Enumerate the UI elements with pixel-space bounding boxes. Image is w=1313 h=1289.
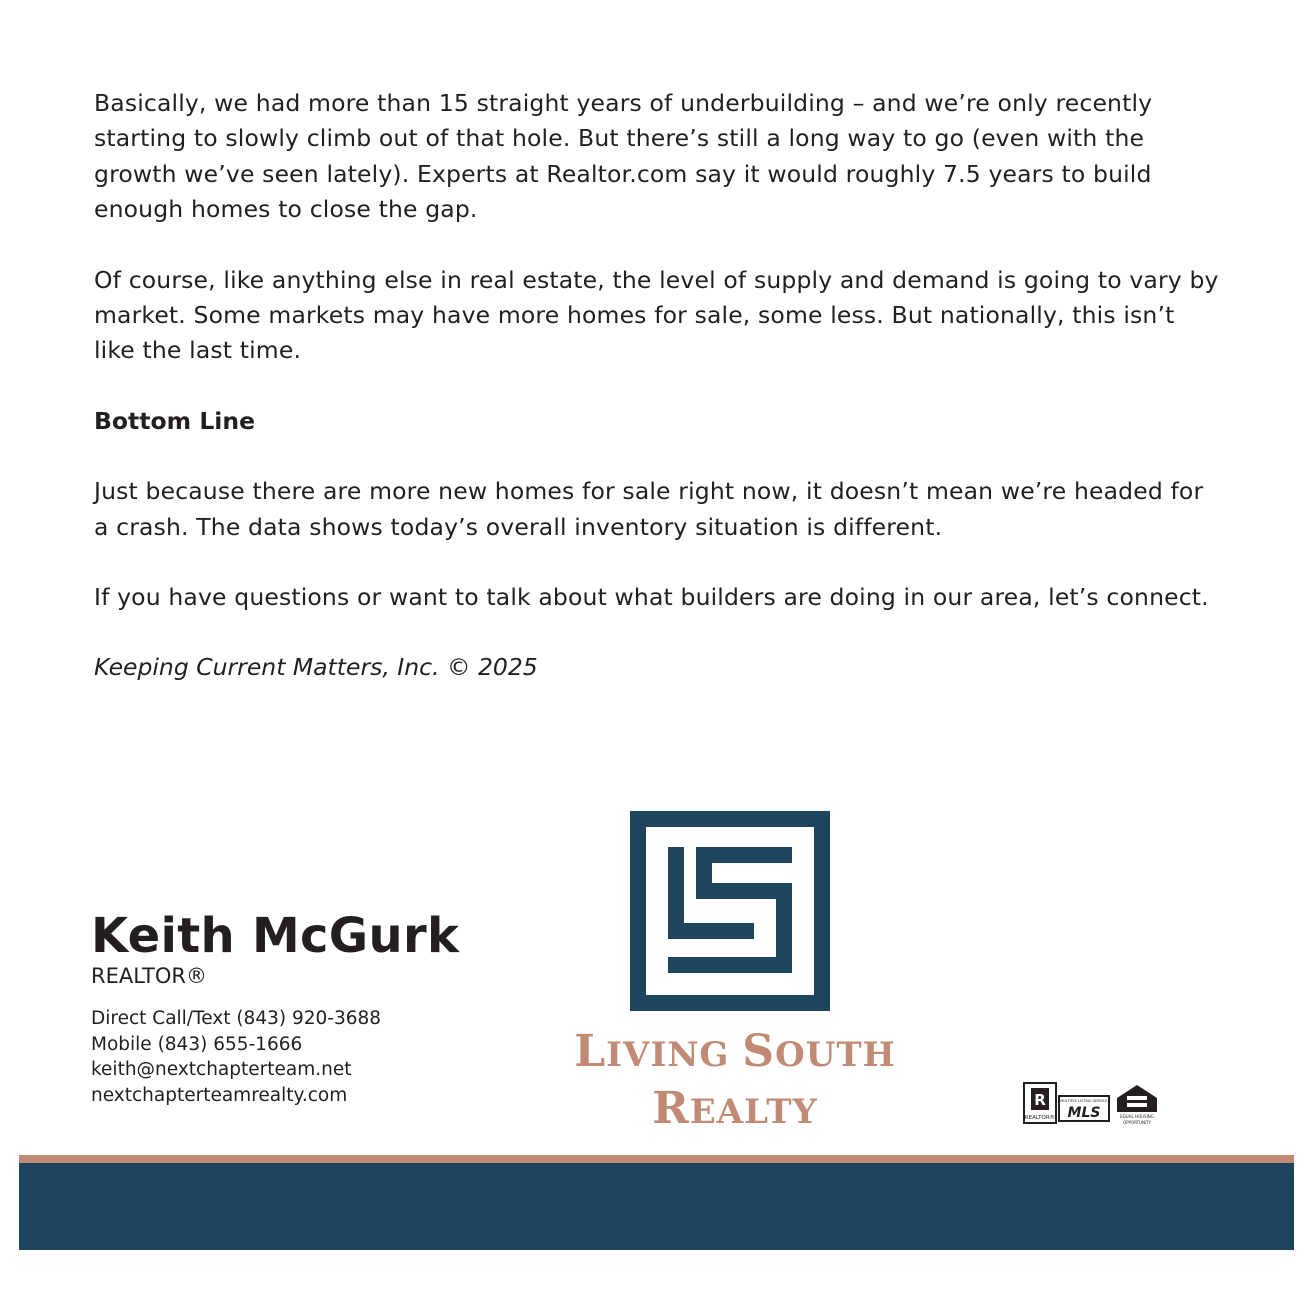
brand-line-1: LIVING SOUTH: [574, 1026, 896, 1077]
mobile-phone: Mobile (843) 655-1666: [91, 1033, 303, 1055]
svg-text:MULTIPLE LISTING SERVICE: MULTIPLE LISTING SERVICE: [1060, 1099, 1108, 1103]
svg-text:OPPORTUNITY: OPPORTUNITY: [1122, 1120, 1152, 1125]
paragraph-underbuilding: Basically, we had more than 15 straight years of underbuilding – and we’re only recently starting to slowly climb out of that hole. But there’s still a long way to go (even with the growth we’ve seen lately). Experts at Realtor.com say it would roughly 7.5 years to build enough homes to close the gap.: [94, 89, 1153, 224]
copyright-credit: Keeping Current Matters, Inc. © 2025: [94, 653, 538, 682]
svg-text:MLS: MLS: [1067, 1105, 1101, 1121]
brand-line-2: REALTY: [652, 1083, 818, 1134]
svg-text:REALTOR®: REALTOR®: [1024, 1115, 1056, 1121]
paragraph-contact-cta: If you have questions or want to talk about what builders are doing in our area, let’s connect.: [94, 583, 1209, 612]
svg-text:R: R: [1034, 1091, 1046, 1109]
brand-wordmark: [560, 1025, 910, 1139]
paragraph-conclusion: Just because there are more new homes for sale right now, it doesn’t mean we’re headed for a crash. The data shows today’s overall inventory situation is different.: [94, 477, 1204, 541]
agent-card: [91, 908, 459, 1108]
svg-text:EQUAL HOUSING: EQUAL HOUSING: [1120, 1114, 1154, 1119]
website-link[interactable]: nextchapterteamrealty.com: [91, 1084, 348, 1106]
contact-info: [91, 1006, 459, 1108]
realtor-logo-icon: [1024, 1083, 1056, 1123]
ls-monogram-icon: [630, 811, 830, 1011]
direct-phone: Direct Call/Text (843) 920-3688: [91, 1008, 382, 1029]
footer-accent-stripe: [19, 1155, 1294, 1163]
agent-title: REALTOR®: [91, 964, 207, 988]
paragraph-market-variation: Of course, like anything else in real estate, the level of supply and demand is going to vary by market. Some markets may have more homes for sale, some less. But nationally, this isn’t like the last time.: [94, 265, 1219, 365]
agent-name: Keith McGurk: [91, 908, 460, 964]
bottom-line-heading: Bottom Line: [94, 406, 256, 435]
equal-housing-icon: [1117, 1085, 1157, 1125]
compliance-badges: [1023, 1080, 1163, 1126]
footer-band: [19, 1163, 1294, 1250]
article-body: [94, 86, 1219, 686]
email-address[interactable]: keith@nextchapterteam.net: [91, 1059, 352, 1080]
mls-logo-icon: [1059, 1096, 1109, 1121]
